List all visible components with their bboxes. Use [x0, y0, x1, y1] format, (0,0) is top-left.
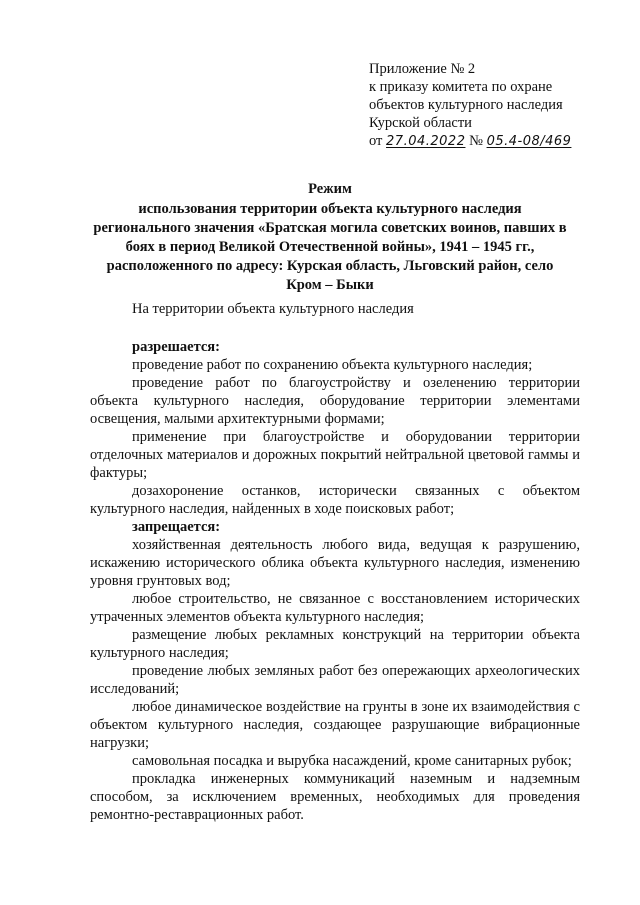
- intro-paragraph: На территории объекта культурного наследия: [132, 301, 414, 317]
- document-body: [90, 300, 580, 824]
- appendix-order-line: к приказу комитета по охране: [369, 79, 553, 95]
- title-heading: Режим: [308, 181, 352, 197]
- allowed-item: проведение работ по сохранению объекта культурного наследия;: [132, 357, 533, 373]
- appendix-block: [369, 60, 619, 151]
- appendix-date-line: [369, 132, 619, 151]
- appendix-number: Приложение № 2: [369, 61, 476, 77]
- document-title: [90, 180, 570, 295]
- number-prefix: №: [469, 133, 483, 149]
- appendix-region-line: Курской области: [369, 115, 472, 131]
- forbidden-item: размещение любых рекламных конструкций на территории объекта культурного наследия;: [90, 627, 580, 661]
- title-text: использования территории объекта культурного наследия регионального значения «Братская могила советских воинов, павших в боях в период Великой Отечественной войны», 1941 – 1945 гг., расположенного по адресу: Курская область, Льговский район, село Кром – Быки: [93, 201, 567, 293]
- forbidden-label: запрещается:: [132, 519, 221, 535]
- forbidden-item: проведение любых земляных работ без опережающих археологических исследований;: [90, 663, 580, 697]
- forbidden-item: хозяйственная деятельность любого вида, ведущая к разрушению, искажению исторического облика объекта культурного наследия, изменению уровня грунтовых вод;: [90, 537, 580, 589]
- date-prefix: от: [369, 133, 383, 149]
- allowed-item: проведение работ по благоустройству и озеленению территории объекта культурного наследия, оборудование территории элементами освещения, малыми архитектурными формами;: [90, 375, 580, 427]
- allowed-item: применение при благоустройстве и оборудовании территории отделочных материалов и дорожных покрытий нейтральной цветовой гаммы и фактуры;: [90, 429, 580, 481]
- forbidden-item: любое динамическое воздействие на грунты в зоне их взаимодействия с объектом культурного наследия, создающее разрушающие вибрационные нагрузки;: [90, 699, 580, 751]
- handwritten-order-number: 05.4-08/469: [486, 134, 572, 149]
- appendix-committee-line: объектов культурного наследия: [369, 97, 563, 113]
- allowed-item: дозахоронение останков, исторически связанных с объектом культурного наследия, найденных в ходе поисковых работ;: [90, 483, 580, 517]
- forbidden-item: любое строительство, не связанное с восстановлением исторических утраченных элементов объекта культурного наследия;: [90, 591, 580, 625]
- forbidden-item: прокладка инженерных коммуникаций наземным и надземным способом, за исключением временных, необходимых для проведения ремонтно-реставрационных работ.: [90, 771, 580, 823]
- allowed-label: разрешается:: [132, 339, 220, 355]
- forbidden-item: самовольная посадка и вырубка насаждений, кроме санитарных рубок;: [132, 753, 572, 769]
- handwritten-date: 27.04.2022: [386, 134, 466, 149]
